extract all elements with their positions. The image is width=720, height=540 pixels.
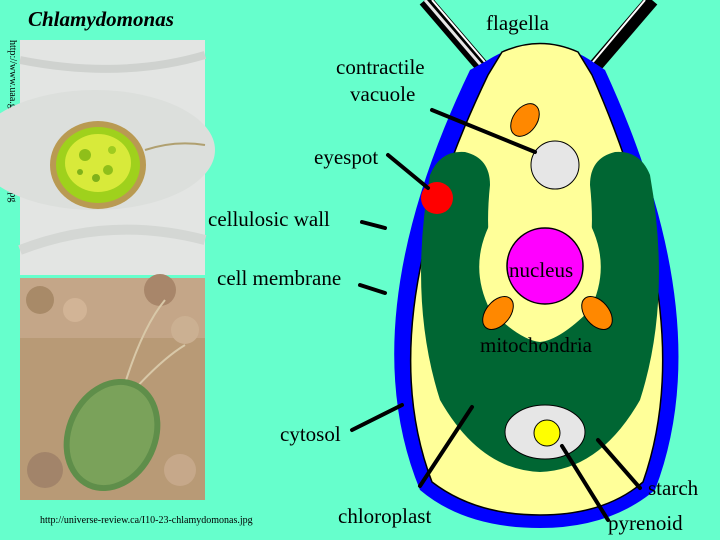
label-pyrenoid: pyrenoid — [608, 511, 683, 535]
label-chloroplast: chloroplast — [338, 504, 432, 528]
label-flagella: flagella — [486, 11, 549, 35]
electron-micrograph — [20, 274, 205, 507]
source-url-bottom: http://universe-review.ca/I10-23-chlamydomonas.jpg — [40, 515, 253, 526]
label-contractile-vacuole-line1: contractile — [336, 55, 425, 79]
contractile-vacuole — [531, 141, 579, 189]
label-cell-membrane: cell membrane — [217, 266, 342, 290]
label-cytosol: cytosol — [280, 422, 341, 446]
pyrenoid — [534, 420, 560, 446]
label-eyespot: eyespot — [314, 145, 379, 169]
label-mitochondria: mitochondria — [480, 333, 592, 357]
label-contractile-vacuole-line2: vacuole — [350, 82, 416, 106]
label-nucleus: nucleus — [509, 258, 574, 282]
label-cellulosic-wall: cellulosic wall — [208, 207, 330, 231]
light-micrograph — [0, 40, 215, 275]
diagram-title: Chlamydomonas — [28, 7, 174, 31]
label-starch: starch — [648, 476, 699, 500]
